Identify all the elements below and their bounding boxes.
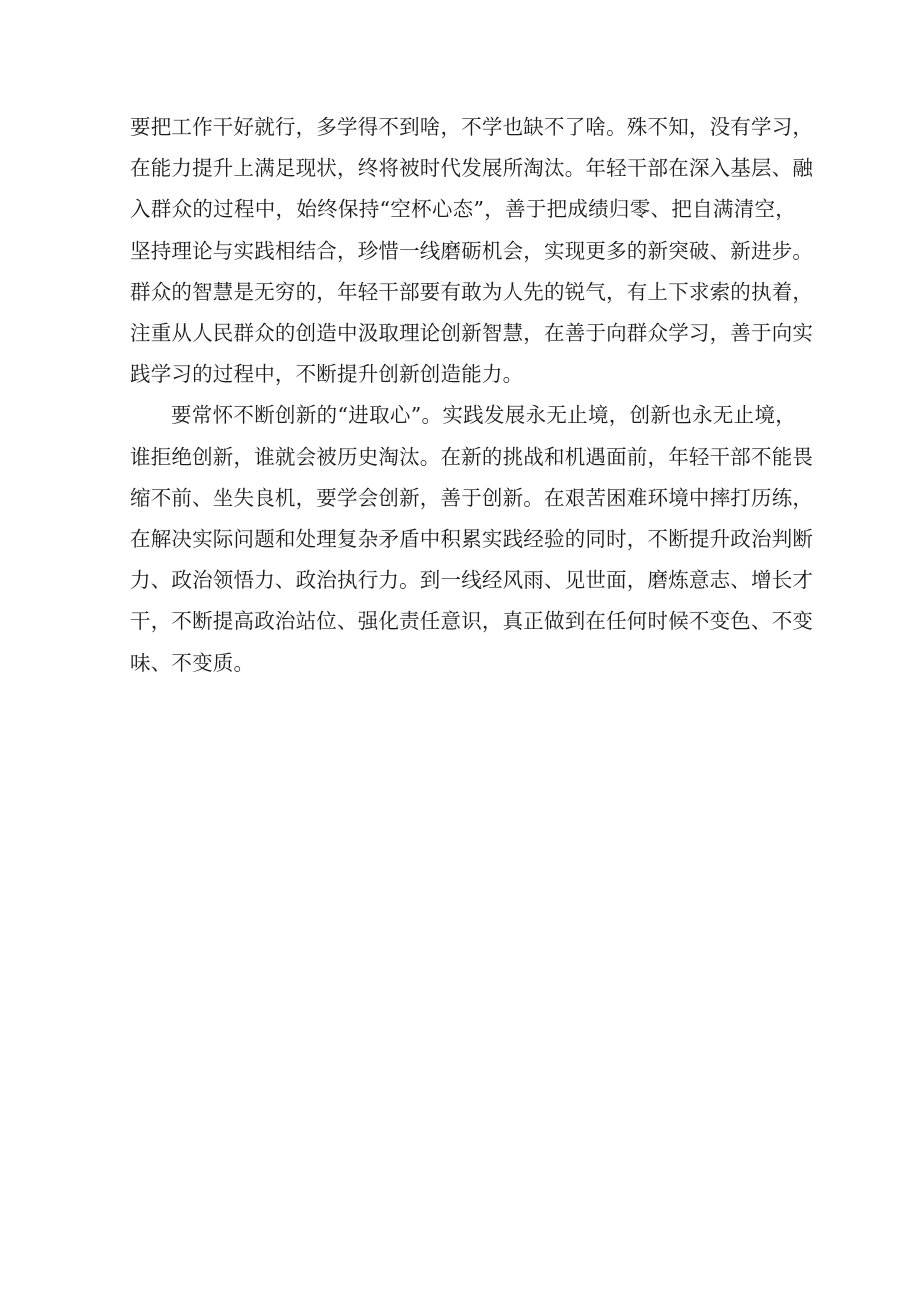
paragraph-line: 注重从人民群众的创造中汲取理论创新智慧，在善于向群众学习，善于向实: [130, 321, 814, 346]
paragraph-line: 味、不变质。: [130, 650, 255, 675]
paragraph-line: 缩不前、坐失良机，要学会创新，善于创新。在艰苦困难环境中摔打历练，: [130, 485, 814, 510]
paragraph-line: 力、政治领悟力、政治执行力。到一线经风雨、见世面，磨炼意志、增长才: [130, 568, 814, 593]
paragraph-1: [130, 107, 814, 395]
paragraph-line: 践学习的过程中，不断提升创新创造能力。: [130, 362, 524, 387]
paragraph-line: 入群众的过程中，始终保持“空杯心态”，善于把成绩归零、把自满清空，: [130, 197, 796, 222]
paragraph-line: 在解决实际问题和处理复杂矛盾中积累实践经验的同时，不断提升政治判断: [130, 527, 814, 552]
paragraph-line: 要常怀不断创新的“进取心”。实践发展永无止境，创新也永无止境，: [171, 403, 796, 428]
paragraph-line: 谁拒绝创新，谁就会被历史淘汰。在新的挑战和机遇面前，年轻干部不能畏: [130, 444, 814, 469]
paragraph-line: 要把工作干好就行，多学得不到啥，不学也缺不了啥。殊不知，没有学习，: [130, 115, 814, 139]
paragraph-2: [130, 395, 814, 683]
paragraph-line: 在能力提升上满足现状，终将被时代发展所淘汰。年轻干部在深入基层、融: [130, 156, 814, 181]
document-body: [130, 107, 814, 684]
paragraph-line: 群众的智慧是无穷的，年轻干部要有敢为人先的锐气，有上下求索的执着，: [130, 279, 814, 304]
paragraph-line: 干，不断提高政治站位、强化责任意识，真正做到在任何时候不变色、不变: [130, 609, 814, 634]
paragraph-line: 坚持理论与实践相结合，珍惜一线磨砺机会，实现更多的新突破、新进步。: [130, 238, 814, 263]
